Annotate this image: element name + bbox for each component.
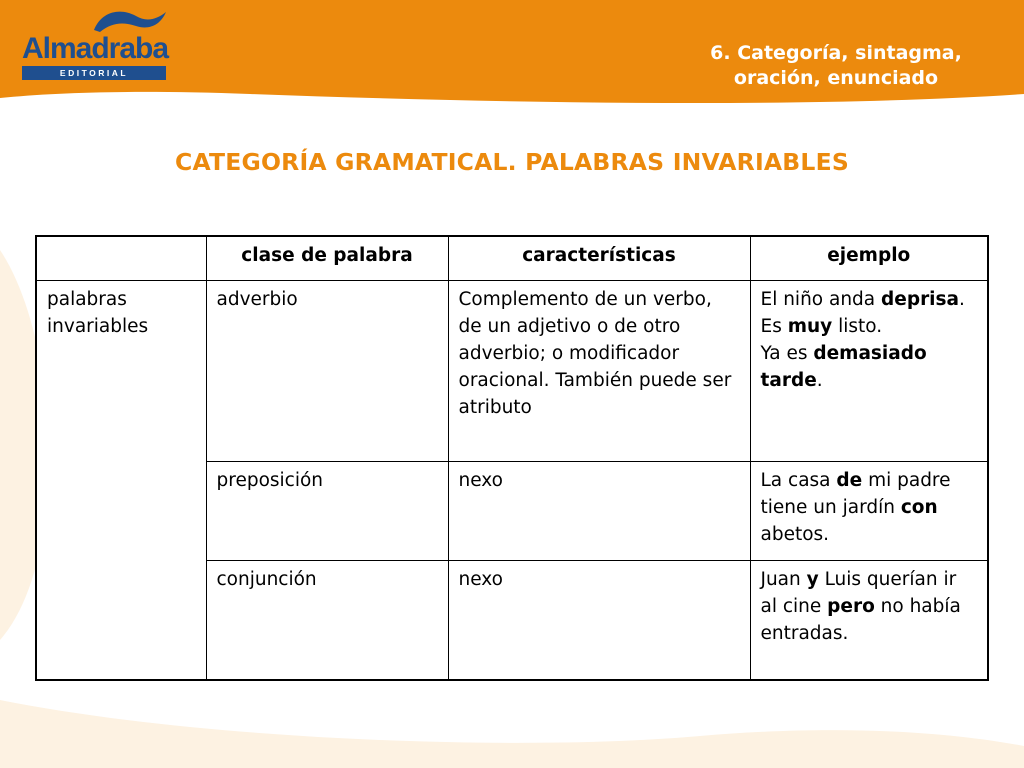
clase-cell: preposición (206, 462, 448, 561)
example-text: Es (760, 316, 788, 337)
example-line (761, 340, 978, 394)
ejemplo-cell (750, 462, 988, 561)
example-highlight: pero (827, 596, 875, 617)
example-text: no había entradas. (760, 596, 961, 644)
caracteristicas-cell: Complemento de un verbo, de un adjetivo o de otro adverbio; o modificador oracional. También puede ser atributo (448, 281, 750, 462)
example-highlight: de (836, 470, 863, 491)
example-highlight: muy (787, 316, 833, 337)
header-cell-empty (36, 236, 206, 281)
clase-cell: conjunción (206, 561, 448, 680)
table-row (36, 281, 988, 462)
example-text: . (816, 370, 823, 391)
example-text: listo. (832, 316, 883, 337)
table-header-row (36, 236, 988, 281)
section-title-line-1: 6. Categoría, sintagma, (710, 42, 962, 64)
example-text: Luis querían ir al cine (760, 569, 957, 617)
slide-title: CATEGORÍA GRAMATICAL. PALABRAS INVARIABLES (175, 148, 849, 176)
example-highlight: demasiado tarde (760, 343, 927, 391)
example-text: abetos. (760, 524, 830, 545)
example-text: Ya es (760, 343, 814, 364)
example-text: El niño anda (760, 289, 882, 310)
example-highlight: y (806, 569, 819, 590)
caracteristicas-cell: nexo (448, 462, 750, 561)
section-title (676, 41, 996, 91)
example-text: La casa (760, 470, 837, 491)
example-text: Juan (760, 569, 807, 590)
wave-icon (92, 6, 168, 34)
example-highlight: deprisa (881, 289, 960, 310)
example-line (761, 313, 978, 340)
example-highlight: con (900, 497, 938, 518)
logo-name: Almadraba (22, 32, 169, 65)
ejemplo-cell (750, 281, 988, 462)
word-class-table (35, 235, 989, 681)
section-title-line-2: oración, enunciado (733, 67, 939, 89)
header-caracteristicas: características (448, 236, 750, 281)
example-text: . (959, 289, 965, 310)
clase-cell: adverbio (206, 281, 448, 462)
group-label: palabras invariables (36, 281, 206, 680)
caracteristicas-cell: nexo (448, 561, 750, 680)
header-ejemplo: ejemplo (750, 236, 988, 281)
header-clase: clase de palabra (206, 236, 448, 281)
example-text: mi padre tiene un jardín (760, 470, 951, 518)
almadraba-logo (18, 6, 168, 80)
logo-subtitle: EDITORIAL (22, 66, 166, 80)
example-line (761, 286, 978, 313)
ejemplo-cell (750, 561, 988, 680)
